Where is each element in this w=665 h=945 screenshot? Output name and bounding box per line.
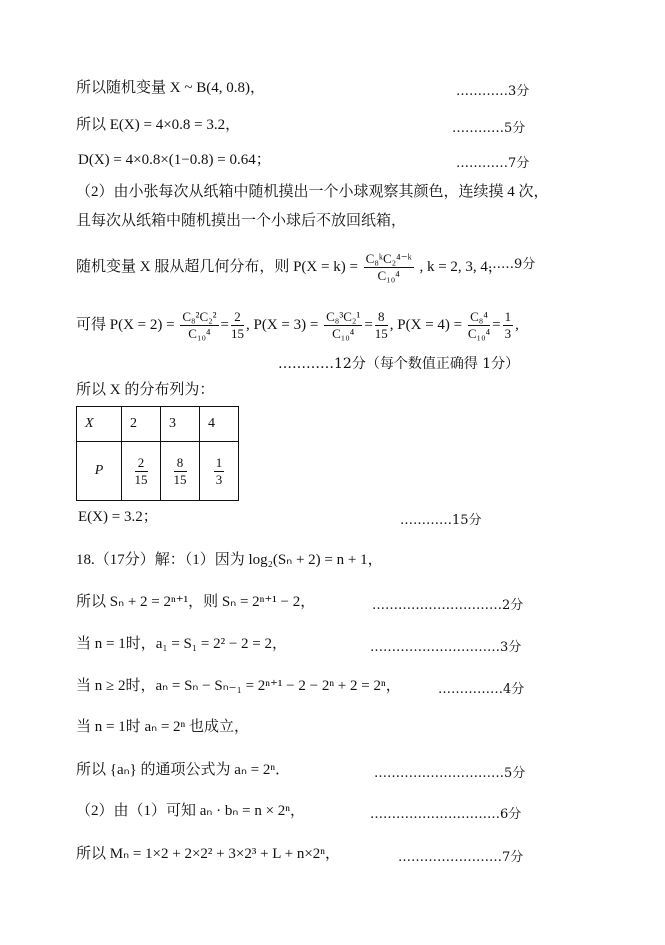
score-5b: …………………………5分 xyxy=(374,766,526,781)
score-6: …………………………6分 xyxy=(370,807,522,822)
sn-line: 所以 Sₙ + 2 = 2ⁿ⁺¹，则 Sₙ = 2ⁿ⁺¹ − 2， xyxy=(76,594,316,610)
p4-value-fraction: $\frac{1}{3}$ xyxy=(504,309,512,341)
table-cell: 4 xyxy=(200,407,239,442)
a1-line: 当 n = 1时，a₁ = S₁ = 2² − 2 = 2， xyxy=(76,636,288,652)
p2-label: 可得 P(X = 2) = xyxy=(76,316,175,333)
p4-comb-fraction: $\frac{\text{C₈⁴}}{\text{C₁₀⁴}}$ xyxy=(467,309,491,341)
table-cell: $\frac{1}{3}$ xyxy=(200,442,239,501)
an-line: 当 n ≥ 2时，aₙ = Sₙ − Sₙ₋₁ = 2ⁿ⁺¹ − 2 − 2ⁿ + 2 = 2ⁿ， xyxy=(76,678,401,694)
binomial-line: 所以随机变量 X ~ B(4, 0.8)， xyxy=(76,80,265,96)
anbn-line: （2）由（1）可知 aₙ · bₙ = n × 2ⁿ， xyxy=(76,803,305,819)
hypergeometric-line xyxy=(76,251,503,284)
table-cell: P xyxy=(77,442,122,501)
n1-holds-line: 当 n = 1时 aₙ = 2ⁿ 也成立， xyxy=(76,719,250,735)
p3-label: P(X = 3) = xyxy=(253,316,319,333)
score-3b: …………………………3分 xyxy=(370,640,522,655)
score-7: …………7分 xyxy=(456,156,530,171)
p2-value-fraction: $\frac{2}{15}$ xyxy=(231,309,245,341)
score-2: …………………………2分 xyxy=(372,598,524,613)
probabilities-line: 可得 P(X = 2) = $\frac{\text{C₈²C₂²}}{\text{C₁₀⁴}}$ = $\frac{2}{15}$ , P(X = 3) = $\frac{\text{C₈³C₂¹}}{\text{C₁₀⁴}}$ = $\frac{8}{15}$ , P(X = 4) = $\frac{\text{C₈⁴}}{\text{C₁₀⁴}}$ = $\frac{1}{3}$ , xyxy=(76,309,519,341)
table-cell: $\frac{2}{15}$ xyxy=(122,442,161,501)
score-9: ……9分 xyxy=(488,257,536,272)
k-range: , k = 2, 3, 4， xyxy=(419,258,503,275)
table-cell: $\frac{8}{15}$ xyxy=(161,442,200,501)
table-row xyxy=(77,442,239,501)
hypergeometric-text: 随机变量 X 服从超几何分布，则 P(X = k) = xyxy=(76,258,358,275)
variance-line: D(X) = 4×0.8×(1−0.8) = 0.64； xyxy=(78,152,271,168)
score-5: …………5分 xyxy=(452,121,526,136)
p3-comb-fraction: $\frac{\text{C₈³C₂¹}}{\text{C₁₀⁴}}$ xyxy=(326,309,361,341)
p3-value-fraction: $\frac{8}{15}$ xyxy=(374,309,388,341)
pk-fraction: $\frac{\text{C₈ᵏC₂⁴⁻ᵏ}}{\text{C₁₀⁴}}$ xyxy=(365,251,412,283)
distribution-table xyxy=(76,406,239,501)
expectation-line: 所以 E(X) = 4×0.8 = 3.2， xyxy=(76,117,241,133)
part2-intro: （2）由小张每次从纸箱中随机摸出一个小球观察其颜色，连续摸 4 次， xyxy=(76,184,549,200)
distribution-heading: 所以 X 的分布列为： xyxy=(76,382,215,398)
mn-line: 所以 Mₙ = 1×2 + 2×2² + 3×2³ + L + n×2ⁿ， xyxy=(76,846,341,862)
score-3: …………3分 xyxy=(456,84,530,99)
table-cell: X xyxy=(77,407,122,442)
part2-condition: 且每次从纸箱中随机摸出一个小球后不放回纸箱， xyxy=(76,213,407,229)
expectation-result: E(X) = 3.2； xyxy=(78,509,158,525)
general-term-line: 所以 {aₙ} 的通项公式为 aₙ = 2ⁿ． xyxy=(76,762,291,778)
table-cell: 2 xyxy=(122,407,161,442)
table-row xyxy=(77,407,239,442)
score-12: …………12分（每个数值正确得 1分） xyxy=(278,356,520,372)
table-cell: 3 xyxy=(161,407,200,442)
score-4: ……………4分 xyxy=(438,682,525,697)
score-15: …………15分 xyxy=(400,513,482,528)
p2-comb-fraction: $\frac{\text{C₈²C₂²}}{\text{C₁₀⁴}}$ xyxy=(182,309,217,341)
p4-label: P(X = 4) = xyxy=(397,316,463,333)
problem-18-heading: 18.（17分）解：（1）因为 log₂(Sₙ + 2) = n + 1， xyxy=(76,552,383,568)
score-7b: ……………………7分 xyxy=(398,850,524,865)
